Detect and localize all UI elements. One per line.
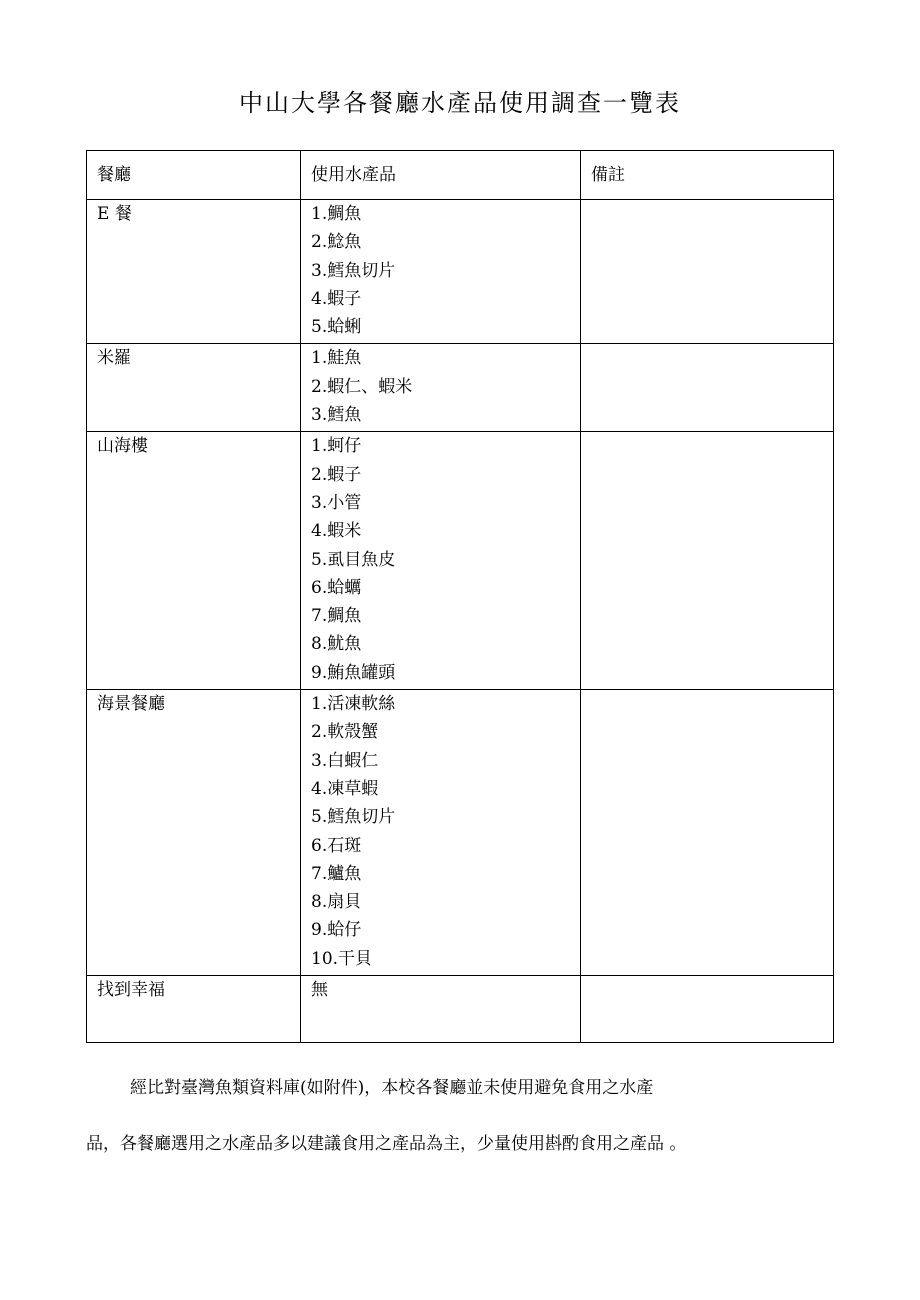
seafood-item: 8.扇貝 [311, 892, 362, 913]
header-restaurant: 餐廳 [87, 151, 301, 200]
seafood-item: 3.鱈魚切片 [311, 260, 396, 281]
table-row [87, 690, 834, 976]
seafood-cell [301, 200, 581, 344]
table-row [87, 976, 834, 1043]
seafood-item: 6.蛤蠣 [311, 577, 362, 598]
seafood-cell [301, 690, 581, 976]
seafood-item: 3.鱈魚 [311, 405, 362, 426]
restaurant-cell: 山海樓 [87, 432, 301, 690]
seafood-item: 8.魷魚 [311, 634, 362, 655]
restaurant-cell: E 餐 [87, 200, 301, 344]
seafood-item: 4.蝦子 [311, 288, 362, 309]
seafood-item: 1.蚵仔 [311, 436, 362, 457]
seafood-item: 2.鯰魚 [311, 232, 362, 253]
restaurant-cell: 米羅 [87, 344, 301, 432]
note-line-1: 經比對臺灣魚類資料庫(如附件)，本校各餐廳並未使用避免食用之水產 [130, 1078, 654, 1098]
seafood-item: 1.鯛魚 [311, 204, 362, 224]
seafood-item: 2.蝦仁、蝦米 [311, 376, 413, 397]
survey-table [86, 150, 834, 1043]
seafood-item: 6.石斑 [311, 835, 362, 856]
seafood-item: 5.蛤蜊 [311, 317, 362, 338]
seafood-item: 4.蝦米 [311, 521, 362, 542]
table-body [87, 200, 834, 1043]
table-row [87, 200, 834, 344]
seafood-item: 4.凍草蝦 [311, 778, 379, 799]
table-header-row [87, 151, 834, 200]
remark-cell [581, 432, 834, 690]
note-line-2: 品，各餐廳選用之水產品多以建議食用之產品為主，少量使用斟酌食用之產品 。 [86, 1134, 687, 1154]
seafood-item: 7.鱸魚 [311, 863, 362, 884]
seafood-item: 無 [311, 980, 328, 1001]
seafood-item: 2.軟殼蟹 [311, 722, 379, 743]
seafood-item: 9.蛤仔 [311, 920, 362, 941]
seafood-item: 10.干貝 [311, 948, 373, 969]
seafood-item: 5.虱目魚皮 [311, 549, 396, 570]
seafood-item: 3.小管 [311, 492, 362, 513]
header-seafood: 使用水產品 [301, 151, 581, 200]
seafood-cell [301, 432, 581, 690]
remark-cell [581, 200, 834, 344]
seafood-cell [301, 344, 581, 432]
table-row [87, 432, 834, 690]
header-remark: 備註 [581, 151, 834, 200]
seafood-item: 5.鱈魚切片 [311, 807, 396, 828]
table-row [87, 344, 834, 432]
seafood-item: 1.鮭魚 [311, 348, 362, 369]
seafood-item: 3.白蝦仁 [311, 750, 379, 771]
seafood-item: 1.活凍軟絲 [311, 694, 396, 715]
restaurant-cell: 海景餐廳 [87, 690, 301, 976]
page-title: 中山大學各餐廳水產品使用調查一覽表 [239, 89, 681, 117]
seafood-item: 7.鯛魚 [311, 606, 362, 627]
seafood-item: 2.蝦子 [311, 464, 362, 485]
seafood-cell [301, 976, 581, 1043]
remark-cell [581, 344, 834, 432]
remark-cell [581, 690, 834, 976]
remark-cell [581, 976, 834, 1043]
restaurant-cell: 找到幸福 [87, 976, 301, 1043]
seafood-item: 9.鮪魚罐頭 [311, 662, 396, 683]
